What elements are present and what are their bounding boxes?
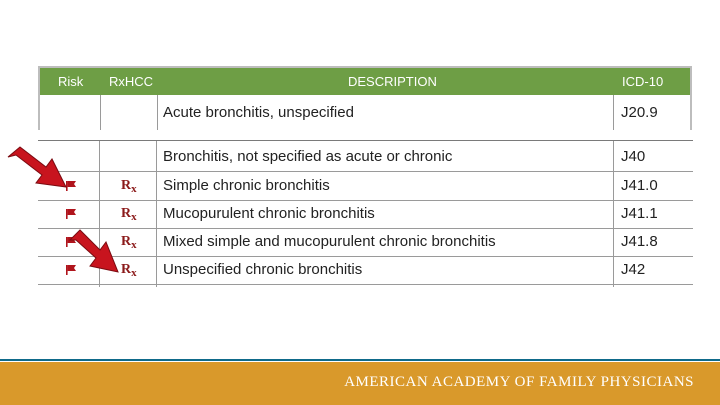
table-row [38, 143, 693, 172]
footer-organization: AMERICAN ACADEMY OF FAMILY PHYSICIANS [344, 374, 694, 390]
table-row [38, 228, 693, 257]
row-icd10: J41.1 [621, 205, 658, 222]
row-icd10: J42 [621, 261, 646, 278]
rx-icon: $R_x$ [121, 206, 137, 223]
column-divider [613, 95, 614, 130]
arrow-icon [6, 145, 72, 193]
rx-icon: $R_x$ [121, 262, 137, 279]
table-row [38, 200, 693, 229]
header-description: DESCRIPTION [348, 74, 437, 89]
header-rxhcc: RxHCC [109, 74, 154, 89]
rx-icon: $R_x$ [121, 234, 137, 251]
table-bottom [38, 140, 693, 287]
table-header [40, 68, 690, 95]
row-description: Mucopurulent chronic bronchitis [163, 205, 375, 222]
column-divider [100, 95, 101, 130]
column-divider [157, 95, 158, 130]
row-description: Simple chronic bronchitis [163, 177, 330, 194]
row-description: Mixed simple and mucopurulent chronic bronchitis [163, 233, 496, 250]
header-icd10: ICD-10 [622, 74, 664, 89]
row-description: Acute bronchitis, unspecified [163, 104, 354, 121]
row-description: Unspecified chronic bronchitis [163, 261, 363, 278]
row-description: Bronchitis, not specified as acute or chronic [163, 148, 453, 165]
table-row [38, 256, 693, 285]
flag-icon [66, 209, 76, 219]
row-icd10: J41.0 [621, 177, 658, 194]
table-top [38, 66, 692, 130]
rx-icon: $R_x$ [121, 178, 137, 195]
table-row [40, 95, 690, 130]
arrow-icon [68, 228, 122, 278]
row-icd10: J40 [621, 148, 646, 165]
footer-divider [0, 359, 720, 361]
row-icd10: J20.9 [621, 104, 658, 121]
header-risk: Risk [58, 74, 84, 89]
row-icd10: J41.8 [621, 233, 658, 250]
table-row [38, 172, 693, 201]
